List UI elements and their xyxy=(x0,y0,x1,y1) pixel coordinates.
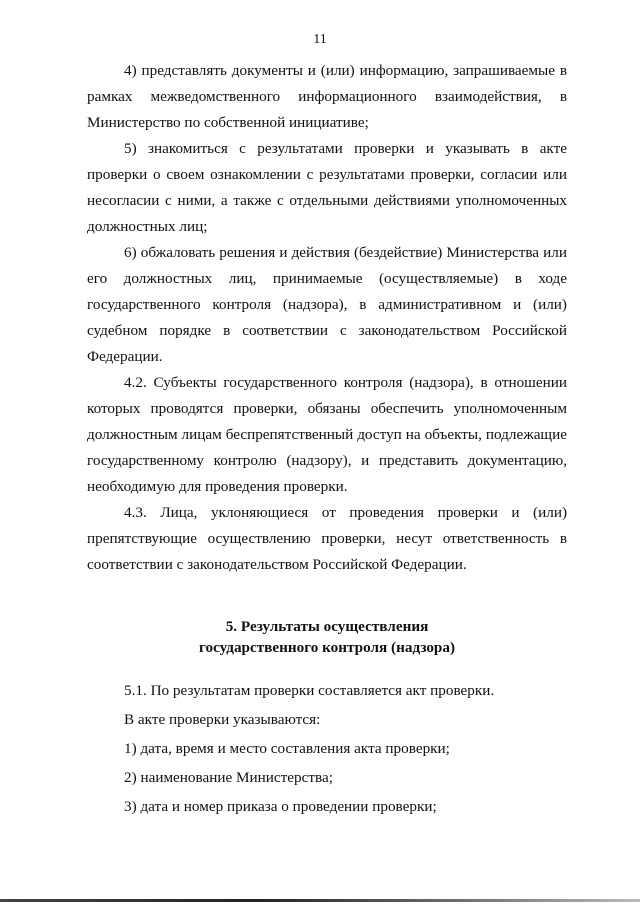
paragraph-4-3: 4.3. Лица, уклоняющиеся от проведения проверки и (или) препятствующие осуществлению проверки, несут ответственность в соответствии с законодательством Российской Федерации. xyxy=(87,504,567,573)
section-heading-line-2: государственного контроля (надзора) xyxy=(198,639,456,656)
section-heading-line-1: 5. Результаты осуществления xyxy=(225,618,429,635)
paragraph-4-2: 4.2. Субъекты государственного контроля (надзора), в отношении которых проводятся проверки, обязаны обеспечить уполномоченным должностным лицам беспрепятственный доступ на объекты, подлежащие государственному контролю (надзору), и представить документацию, необходимую для проведения проверки. xyxy=(87,374,567,495)
paragraph-item-5: 5) знакомиться с результатами проверки и указывать в акте проверки о своем ознакомлении с результатами проверки, согласии или несогласии с ними, а также с отдельными действиями уполномоченных должностных лиц; xyxy=(87,140,567,235)
section-heading xyxy=(87,616,567,658)
paragraph-5-1: 5.1. По результатам проверки составляется акт проверки. xyxy=(124,682,495,699)
act-contents-intro: В акте проверки указываются: xyxy=(124,711,321,728)
paragraph-item-6: 6) обжаловать решения и действия (бездействие) Министерства или его должностных лиц, принимаемые (осуществляемые) в ходе государственного контроля (надзора), в административном и (или) судебном порядке в соответствии с законодательством Российской Федерации. xyxy=(87,244,567,365)
act-item-2: 2) наименование Министерства; xyxy=(124,769,333,786)
scan-bottom-edge xyxy=(0,899,640,902)
paragraph-item-4: 4) представлять документы и (или) информацию, запрашиваемые в рамках межведомственного информационного взаимодействия, в Министерство по собственной инициативе; xyxy=(87,62,567,131)
act-item-3: 3) дата и номер приказа о проведении проверки; xyxy=(124,798,437,815)
page-number: 11 xyxy=(313,32,327,47)
act-item-1: 1) дата, время и место составления акта проверки; xyxy=(124,740,450,757)
document-body xyxy=(87,58,567,820)
